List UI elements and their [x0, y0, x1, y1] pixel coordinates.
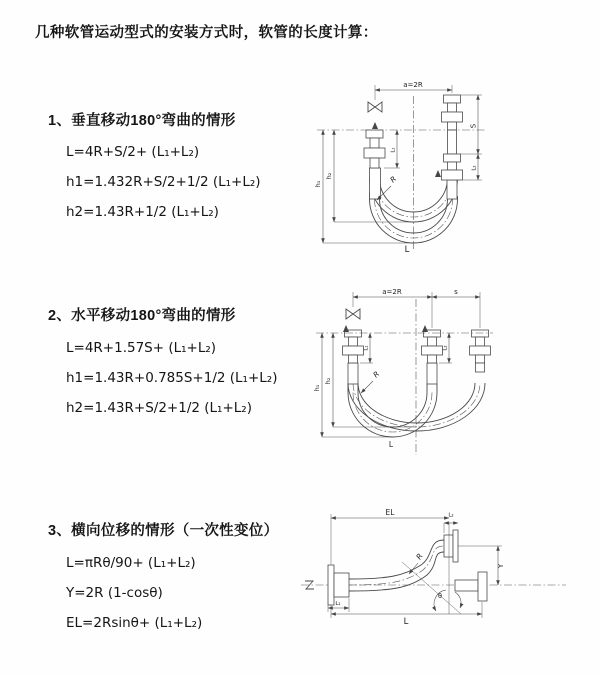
movement-arrow-icon: [343, 325, 349, 332]
left-flange: [328, 565, 349, 605]
formula-line: L=4R+S/2+ (L₁+L₂): [66, 144, 200, 160]
flange: [370, 158, 379, 168]
dim-label-l1: L₁: [390, 147, 397, 153]
dim-label-h1: h₁: [314, 180, 322, 188]
valve-icon: [368, 102, 382, 112]
dim-label-l2: L₂: [448, 512, 454, 519]
movement-arrow-icon: [372, 122, 378, 129]
flange: [422, 346, 443, 355]
movement-arrow-icon: [435, 170, 441, 177]
formula-line: L=πRθ/90+ (L₁+L₂): [66, 555, 196, 571]
hose-bend-arcs: [348, 383, 485, 437]
flange: [472, 330, 489, 337]
diagram-vertical-180-bend: [313, 76, 493, 256]
left-hose-end: [343, 330, 364, 384]
formula-line: h1=1.432R+S/2+1/2 (L₁+L₂): [66, 174, 261, 190]
left-hose-end: [364, 130, 385, 199]
flange: [476, 355, 485, 363]
middle-hose-end: [422, 330, 443, 384]
dim-label-l2: L₂: [471, 165, 478, 171]
flange: [444, 95, 461, 103]
flange: [349, 355, 358, 363]
hose-tube: [448, 130, 457, 154]
flange: [470, 346, 491, 355]
dim-label-l1: L₁: [335, 601, 341, 607]
lower-right-flange: [455, 572, 487, 601]
flange: [442, 170, 463, 180]
dim-label-length: L: [403, 617, 409, 627]
flange: [370, 138, 379, 148]
braid-section: [427, 363, 437, 384]
flange: [444, 154, 461, 162]
flange: [343, 346, 364, 355]
movement-arrow-icon: [422, 325, 428, 332]
section-3-formulas: [66, 548, 202, 638]
hose-s-curve: [349, 540, 444, 591]
diagram-horizontal-180-bend: [313, 283, 498, 463]
dim-label-y: Y: [497, 563, 505, 569]
braid-section: [348, 363, 358, 384]
dim-label-a2r: a=2R: [382, 288, 402, 296]
page-title: 几种软管运动型式的安装方式时，软管的长度计算：: [35, 25, 378, 41]
right-hose-end: [442, 95, 463, 199]
flange: [476, 337, 485, 346]
flange: [428, 355, 437, 363]
dim-label-h1: h₁: [313, 384, 321, 392]
diagram-lateral-displacement: [298, 506, 598, 651]
formula-line: h2=1.43R+S/2+1/2 (L₁+L₂): [66, 400, 252, 416]
flange: [442, 112, 463, 122]
flange: [366, 130, 383, 138]
dim-label-h2: h₂: [325, 172, 333, 180]
flange: [364, 148, 385, 158]
section-2-formulas: [66, 333, 277, 423]
valve-icon: [346, 309, 360, 319]
dim-label-s: S: [469, 123, 478, 129]
dim-label-r: R: [414, 551, 425, 562]
flange: [428, 337, 437, 346]
section-3-heading: 3、横向位移的情形（一次性变位）: [48, 523, 279, 539]
right-hose-end: [470, 330, 491, 372]
braid-section: [447, 180, 457, 199]
section-1-heading: 1、垂直移动180°弯曲的情形: [48, 113, 236, 129]
dim-label-theta: θ: [438, 592, 442, 600]
section-2-heading: 2、水平移动180°弯曲的情形: [48, 308, 236, 324]
dim-label-l2: L₂: [442, 345, 449, 351]
formula-line: L=4R+1.57S+ (L₁+L₂): [66, 340, 217, 356]
dim-label-s: s: [454, 288, 458, 296]
flange: [448, 162, 457, 170]
dim-label-r: R: [388, 174, 399, 185]
flange: [448, 103, 457, 112]
dim-label-h2: h₂: [324, 377, 332, 385]
dim-label-el: EL: [385, 508, 395, 517]
braid-section: [370, 168, 381, 199]
formula-line: h2=1.43R+1/2 (L₁+L₂): [66, 204, 219, 220]
dim-label-l1: L₁: [363, 345, 370, 351]
dim-label-length: L: [404, 245, 410, 255]
hose-tube: [476, 363, 485, 372]
dim-label-a2r: a=2R: [403, 81, 423, 89]
formula-line: Y=2R (1-cosθ): [66, 585, 163, 601]
formula-line: EL=2Rsinθ+ (L₁+L₂): [66, 615, 203, 631]
section-1-formulas: [66, 137, 261, 227]
dim-label-r: R: [371, 369, 382, 380]
upper-right-flange: [444, 530, 458, 562]
dim-label-length: L: [388, 440, 394, 449]
flange: [448, 122, 457, 130]
formula-line: h1=1.43R+0.785S+1/2 (L₁+L₂): [66, 370, 278, 386]
flange: [349, 337, 358, 346]
